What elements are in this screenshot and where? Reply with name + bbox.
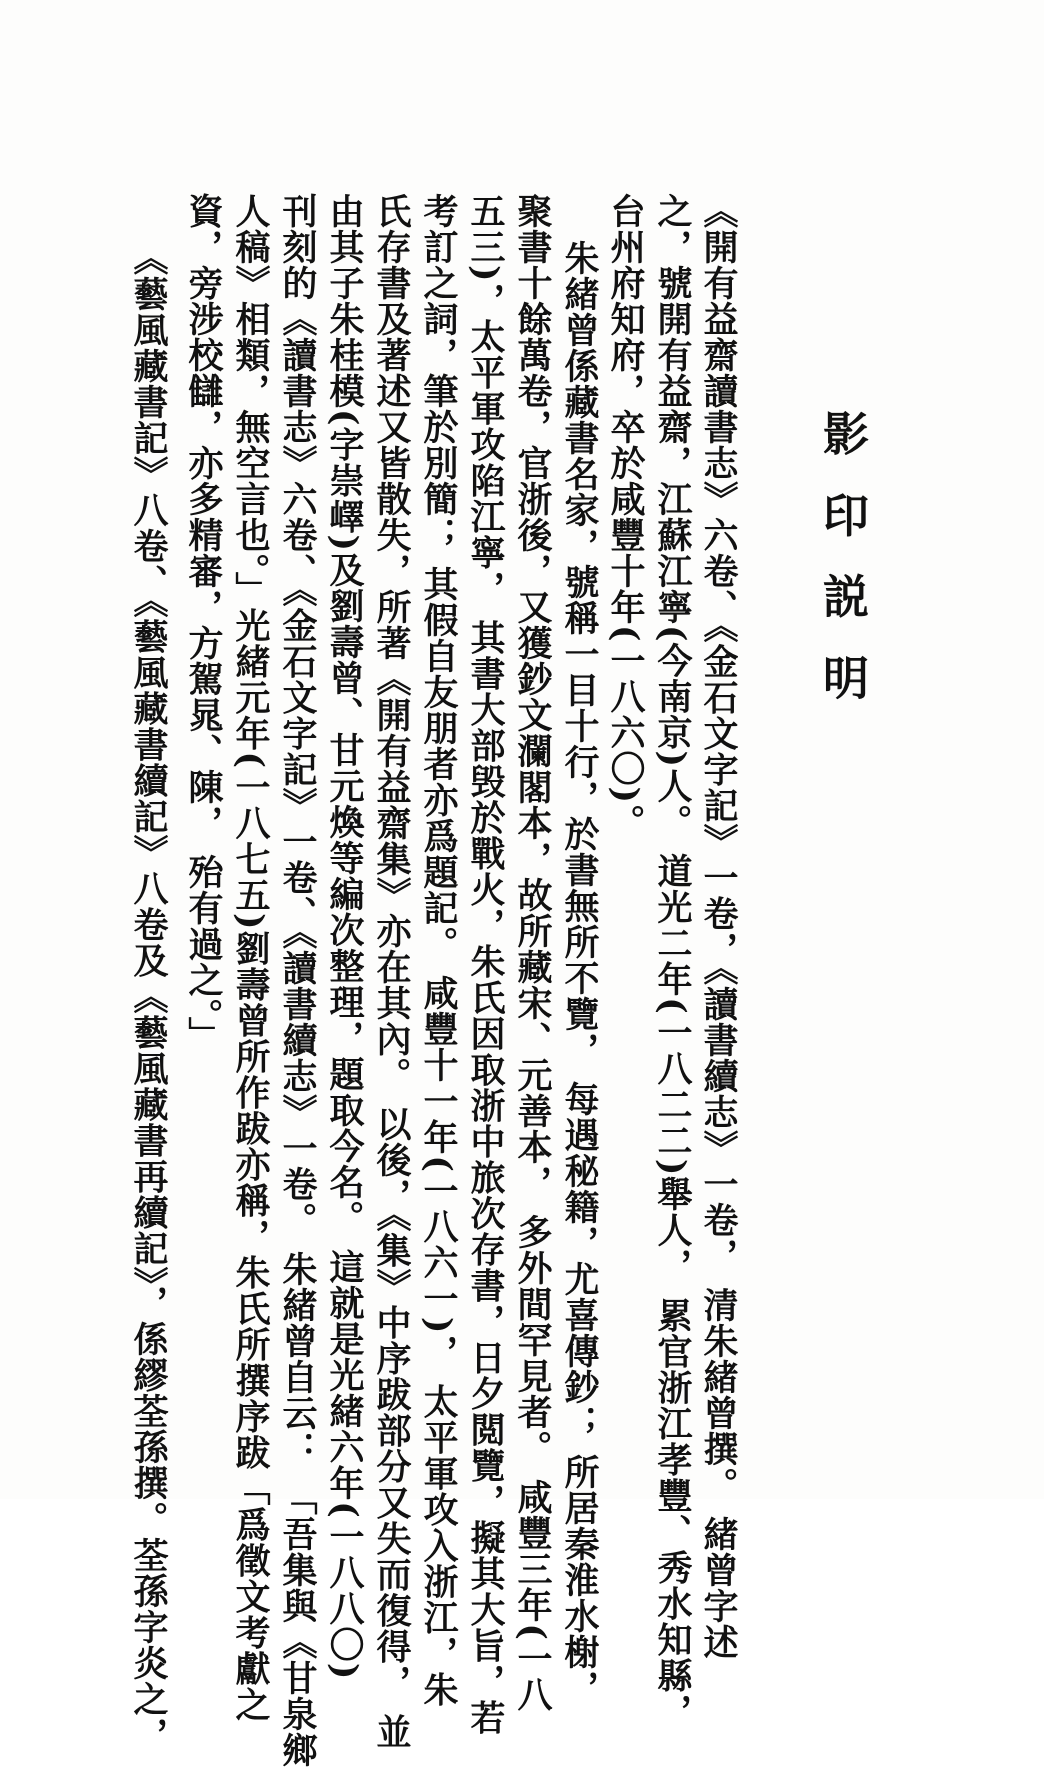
page-title: 影印説明 [816,410,870,710]
text-column-12: 資，旁涉校讎，亦多精審，方駕晁、陳， 殆有過之。」 [183,193,224,1053]
text-column-10: 刊刻的《讀書志》六卷、《金石文字記》一卷、《讀書續志》一卷。 朱緒曾自云： 「吾集與《甘泉鄉 [277,193,318,1768]
text-column-7: 考訂之詞，筆於別簡； 其假自友朋者亦爲題記。 咸豐十一年(一八六一)， 太平軍攻入浙江，朱 [418,193,459,1708]
text-column-6: 五三)，太平軍攻陷江寧， 其書大部毁於戰火，朱氏因取浙中旅次存書，日夕閲覽，擬其大旨，若 [465,193,506,1736]
text-column-2: 之，號開有益齋，江蘇江寧(今南京)人。 道光二年(一八二二)舉人， 累官浙江孝豐、秀水知縣， [652,193,693,1730]
text-column-3: 台州府知府，卒於咸豐十年(一八六〇)。 [605,193,646,841]
text-column-9: 由其子朱桂模(字崇嶧)及劉壽曾、甘元煥等編次整理，題取今名。 這就是光緒六年(一八八〇) [324,193,365,1681]
text-column-5: 聚書十餘萬卷，官浙後，又獲鈔文瀾閣本，故所藏宋、元善本， 多外間罕見者。 咸豐三年(一八 [512,193,553,1713]
text-column-13: 《藝風藏書記》八卷、《藝風藏書續記》八卷及《藝風藏書再續記》，係繆荃孫撰。荃孫字炎之， [128,240,169,1753]
text-column-8: 氏存書及著述又皆散失，所著《開有益齋集》亦在其內。 以後，《集》中序跋部分又失而復得， 並 [371,193,412,1750]
text-column-1: 《開有益齋讀書志》六卷、《金石文字記》一卷，《讀書續志》一卷， 清朱緒曾撰。 緒曾字述 [698,193,739,1661]
text-column-4: 朱緒曾係藏書名家，號稱一目十行，於書無所不覽， 每遇秘籍，尤喜傳鈔； 所居秦淮水榭， [559,240,600,1707]
text-column-11: 人稿》相類，無空言也。」光緒元年(一八七五)劉壽曾所作跋亦稱，朱氏所撰序跋「爲徵文考獻之 [230,193,271,1723]
